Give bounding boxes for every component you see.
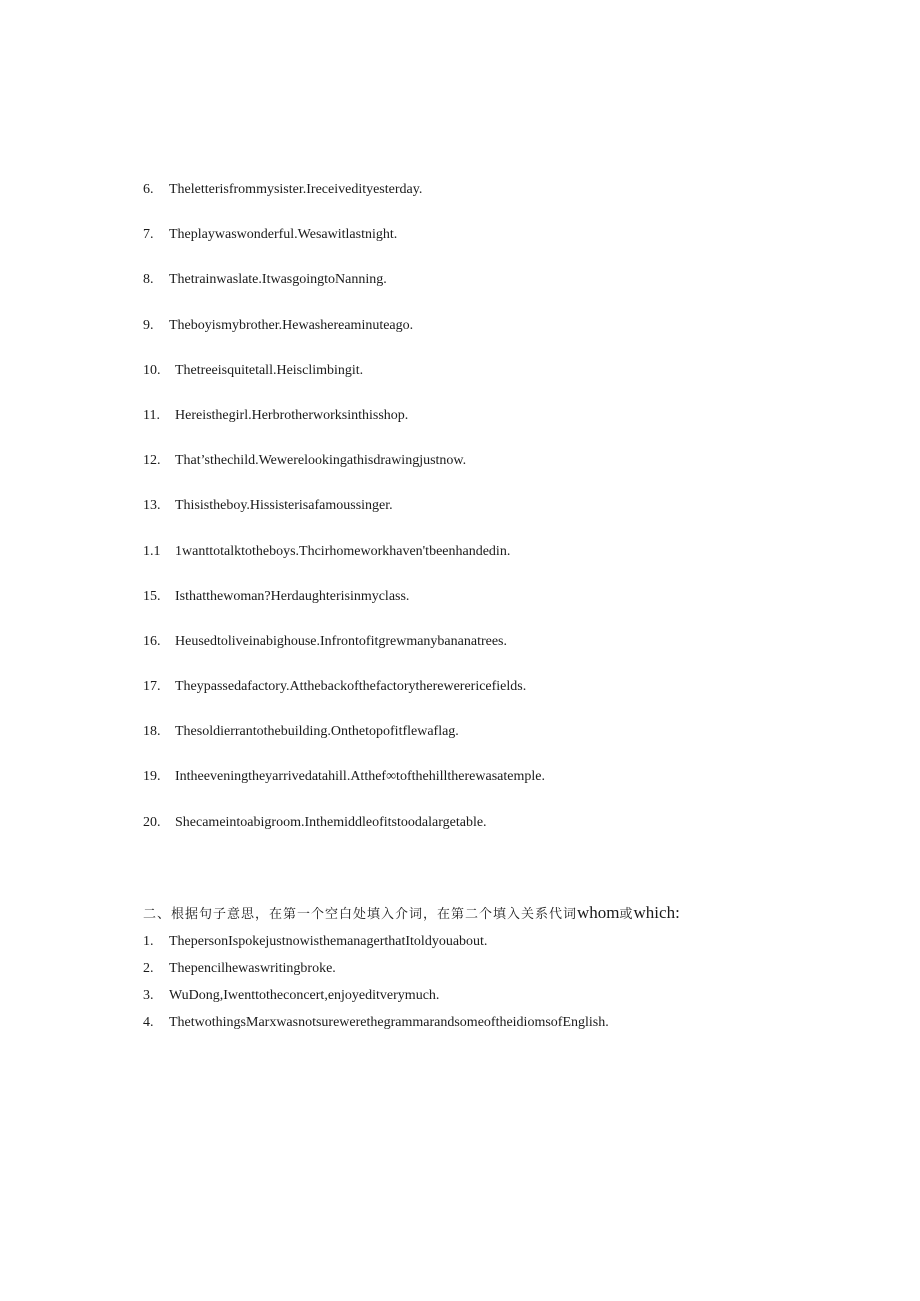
- item-number: 18.: [143, 724, 161, 740]
- section-two-title-which: which:: [633, 903, 680, 922]
- item-text: WuDong,Iwenttotheconcert,enjoyeditverymuch.: [169, 988, 440, 1003]
- exercise-list-one: [143, 180, 863, 858]
- list-item: [143, 451, 863, 496]
- item-text: Heusedtoliveinabighouse.Infrontofitgrewmanybananatrees.: [175, 633, 508, 649]
- item-text: 1wanttotalktotheboys.Thcirhomeworkhaven'tbeenhandedin.: [175, 543, 511, 559]
- item-number: 12.: [143, 453, 161, 469]
- item-number: 4.: [143, 1015, 154, 1030]
- list-item: [143, 1013, 863, 1040]
- item-number: 2.: [143, 961, 154, 976]
- item-number: 20.: [143, 814, 161, 830]
- item-text: Intheeveningtheyarrivedatahill.Atthef∞tofthehilltherewasatemple.: [175, 769, 545, 785]
- item-text: Hereisthegirl.Herbrotherworksinthisshop.: [175, 407, 409, 423]
- list-item: [143, 180, 863, 225]
- item-text: Isthatthewoman?Herdaughterisinmyclass.: [175, 588, 410, 604]
- item-number: 1.1: [143, 543, 161, 559]
- item-number: 10.: [143, 362, 161, 378]
- item-text: Theletterisfrommysister.Ireceivedityesterday.: [169, 182, 423, 197]
- list-item: [143, 722, 863, 767]
- item-text: Thepencilhewaswritingbroke.: [169, 961, 336, 976]
- list-item: [143, 225, 863, 270]
- item-text: Thisistheboy.Hissisterisafamoussinger.: [175, 498, 393, 514]
- list-item: [143, 316, 863, 361]
- item-text: Theplaywaswonderful.Wesawitlastnight.: [169, 227, 398, 243]
- list-item: [143, 813, 863, 858]
- item-number: 17.: [143, 679, 161, 695]
- item-number: 6.: [143, 182, 154, 197]
- item-text: ThepersonIspokejustnowisthemanagerthatItoldyouabout.: [169, 934, 488, 949]
- item-text: Thetreeisquitetall.Heisclimbingit.: [175, 362, 364, 378]
- item-text: ThetwothingsMarxwasnotsurewerethegrammarandsomeoftheidiomsofEnglish.: [169, 1015, 609, 1030]
- item-text: Theboyismybrother.Hewashereaminuteago.: [169, 317, 414, 333]
- list-item: [143, 587, 863, 632]
- list-item: [143, 986, 863, 1013]
- item-number: 15.: [143, 588, 161, 604]
- item-text: That’sthechild.Wewerelookingathisdrawingjustnow.: [175, 453, 467, 469]
- item-number: 7.: [143, 227, 154, 243]
- item-text: Theypassedafactory.Atthebackofthefactorytherewerericefields.: [175, 679, 527, 695]
- item-text: Shecameintoabigroom.Inthemiddleofitstoodalargetable.: [175, 814, 487, 830]
- item-number: 19.: [143, 769, 161, 785]
- item-text: Thetrainwaslate.ItwasgoingtoNanning.: [169, 272, 387, 288]
- item-number: 1.: [143, 934, 154, 949]
- section-two-title-cn: 二、根据句子意思，在第一个空白处填入介词，在第二个填入关系代词: [143, 906, 578, 921]
- list-item: [143, 542, 863, 587]
- item-number: 9.: [143, 317, 154, 333]
- item-number: 13.: [143, 498, 161, 514]
- section-two-title-whom: whom: [577, 903, 620, 922]
- section-two-title-or: 或: [619, 906, 634, 921]
- item-number: 8.: [143, 272, 154, 288]
- list-item: [143, 959, 863, 986]
- list-item: [143, 677, 863, 722]
- item-number: 11.: [143, 407, 160, 423]
- item-number: 16.: [143, 633, 161, 649]
- list-item: [143, 361, 863, 406]
- list-item: [143, 632, 863, 677]
- list-item: [143, 932, 863, 959]
- item-text: Thesoldierrantothebuilding.Onthetopofitflewaflag.: [175, 724, 459, 740]
- item-number: 3.: [143, 988, 154, 1003]
- section-two-title: [143, 901, 680, 926]
- list-item: [143, 767, 863, 812]
- exercise-list-two: [143, 932, 863, 1040]
- list-item: [143, 496, 863, 541]
- list-item: [143, 270, 863, 315]
- list-item: [143, 406, 863, 451]
